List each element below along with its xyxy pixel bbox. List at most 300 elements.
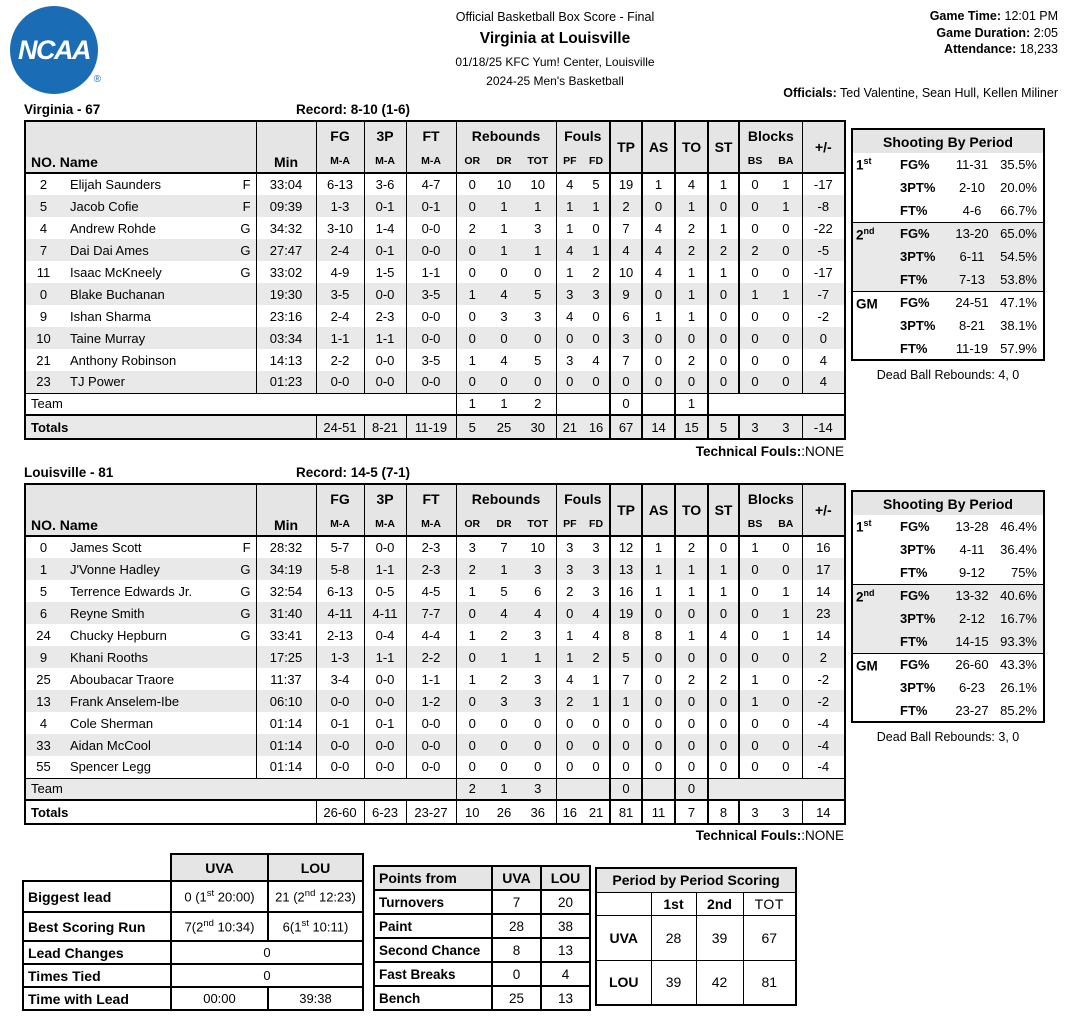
player-position: F	[242, 540, 251, 555]
stat-as: 8	[642, 624, 675, 646]
stat-dr: 2	[500, 627, 508, 643]
period-label	[852, 676, 900, 699]
period-lou-2nd: 42	[696, 960, 743, 1005]
totals-ba: 3	[770, 800, 802, 824]
player-row	[25, 734, 845, 756]
stat-fg: 3-10	[316, 217, 364, 239]
period-scoring-subheader	[596, 892, 796, 915]
stat-bs: 1	[739, 283, 770, 305]
stat-fg: 1-3	[316, 195, 364, 217]
points-from-lou-value: 20	[541, 890, 590, 914]
stat-pf: 4	[556, 305, 583, 327]
totals-ft: 23-27	[406, 800, 456, 824]
col-ba: BA	[770, 512, 802, 536]
player-name-cell	[61, 261, 256, 283]
stat-or: 0	[456, 690, 488, 712]
stat-pf: 1	[556, 217, 583, 239]
stat-pf: 4	[556, 173, 583, 195]
stat-bs: 0	[739, 371, 770, 393]
stat-st: 1	[708, 261, 739, 283]
col-as: AS	[642, 121, 675, 173]
period-label	[852, 515, 900, 538]
stat-fg: 2-13	[316, 624, 364, 646]
stat-bs: 0	[739, 173, 770, 195]
stat-as: 1	[642, 580, 675, 602]
text-seg: 0 (1	[184, 889, 207, 905]
col-rebounds: Rebounds	[456, 121, 556, 149]
col-blocks: Blocks	[739, 484, 802, 512]
stat-plus-minus: 16	[802, 536, 845, 558]
player-row	[25, 668, 845, 690]
player-name: Jacob Cofie	[70, 198, 139, 214]
stat-ba: 0	[770, 646, 802, 668]
player-number: 33	[25, 734, 61, 756]
stat-or: 0	[456, 305, 488, 327]
stat-to: 1	[675, 261, 708, 283]
player-name: Reyne Smith	[70, 605, 145, 621]
louisville-table-foot	[25, 778, 845, 824]
stat-ba: 1	[770, 283, 802, 305]
stat-or: 1	[456, 624, 488, 646]
stat-tot: 3	[534, 671, 542, 687]
virginia-table-foot	[25, 393, 845, 439]
stat-dr: 1	[500, 220, 508, 236]
stat-min: 01:14	[256, 712, 316, 734]
stat-as: 0	[642, 668, 675, 690]
louisville-dead-ball-rebounds: Dead Ball Rebounds: 3, 0	[876, 730, 1020, 744]
stat-pf: 1	[556, 261, 583, 283]
stat-min: 17:25	[256, 646, 316, 668]
period-label	[852, 314, 900, 337]
team-to: 1	[675, 393, 708, 415]
stat-fd: 0	[583, 327, 610, 349]
stat-to: 1	[675, 624, 708, 646]
stat-3p: 0-5	[364, 580, 406, 602]
period-label	[852, 199, 900, 222]
stat-ba: 1	[770, 602, 802, 624]
shooting-row	[852, 515, 1044, 538]
lead-changes-label: Lead Changes	[23, 941, 171, 964]
stat-3p: 0-0	[364, 283, 406, 305]
virginia-player-rows	[25, 173, 845, 393]
stat-plus-minus: 14	[802, 624, 845, 646]
stat-3p: 1-5	[364, 261, 406, 283]
stat-bs: 0	[739, 602, 770, 624]
stat-min: 09:39	[256, 195, 316, 217]
totals-as: 11	[642, 800, 675, 824]
points-from-col-lou: LOU	[541, 866, 590, 890]
virginia-shooting-panel	[851, 128, 1045, 382]
col-bs: BS	[739, 149, 770, 173]
points-from-row-label: Second Chance	[374, 938, 492, 962]
player-name-cell	[61, 690, 256, 712]
stat-3p: 0-0	[364, 536, 406, 558]
stat-ba: 0	[782, 264, 790, 280]
shooting-made-att: 26-60	[948, 653, 996, 676]
col-3p: 3P	[364, 484, 406, 512]
team-as-blank	[642, 393, 675, 415]
shooting-pct: 93.3%	[996, 630, 1044, 653]
col-fd: FD	[583, 149, 610, 173]
stat-fg: 0-0	[316, 371, 364, 393]
stat-as: 0	[642, 646, 675, 668]
points-from-lou-value: 13	[541, 938, 590, 962]
stat-ft: 2-3	[406, 558, 456, 580]
stat-st: 1	[708, 580, 739, 602]
shooting-made-att: 4-11	[959, 542, 985, 557]
player-row	[25, 536, 845, 558]
stat-as: 4	[642, 239, 675, 261]
player-row	[25, 558, 845, 580]
points-from-row	[374, 890, 590, 914]
stat-ba: 0	[782, 759, 790, 775]
stat-tot: 0	[534, 715, 542, 731]
shooting-row	[852, 291, 1044, 314]
stat-3p: 0-0	[364, 371, 406, 393]
shooting-stat-label: FT%	[900, 202, 928, 218]
totals-label: Totals	[25, 800, 316, 824]
stat-bs: 1	[739, 690, 770, 712]
stat-tot: 3	[534, 308, 542, 324]
stat-dr: 1	[488, 646, 520, 668]
stat-tot: 3	[534, 220, 542, 236]
stat-tp: 9	[610, 283, 642, 305]
stat-fg: 1-3	[316, 646, 364, 668]
player-name-cell	[61, 283, 256, 305]
time-with-lead-row	[23, 987, 363, 1010]
points-from-rows	[374, 890, 590, 1010]
stat-st: 0	[708, 283, 739, 305]
player-number: 13	[25, 690, 61, 712]
stat-as: 0	[642, 371, 675, 393]
louisville-player-rows	[25, 536, 845, 778]
totals-st: 5	[708, 415, 739, 439]
shooting-stat-label: FG%	[900, 653, 948, 676]
stat-pf: 0	[556, 602, 583, 624]
period-scoring-corner	[596, 892, 651, 915]
player-number: 24	[36, 627, 51, 643]
stat-3p: 0-1	[364, 239, 406, 261]
virginia-shooting-rows	[852, 153, 1044, 360]
stat-plus-minus: 4	[802, 371, 845, 393]
stat-dr: 2	[500, 671, 508, 687]
technical-fouls-value: :NONE	[801, 828, 844, 843]
player-name-cell	[61, 580, 256, 602]
stat-st: 0	[708, 327, 739, 349]
stat-ba: 0	[782, 352, 790, 368]
period-label	[852, 653, 900, 676]
player-row	[25, 327, 845, 349]
stat-dr: 4	[488, 283, 520, 305]
stat-as: 4	[642, 217, 675, 239]
team-fouls-blank	[556, 778, 610, 800]
shooting-stat-label: FT%	[900, 702, 928, 718]
stat-plus-minus: 14	[802, 580, 845, 602]
player-number: 21	[36, 352, 51, 368]
shooting-row	[852, 314, 1044, 337]
col-rebounds: Rebounds	[456, 484, 556, 512]
stat-fd: 1	[583, 690, 610, 712]
stat-as: 0	[642, 734, 675, 756]
totals-bs: 3	[739, 415, 770, 439]
stat-or: 2	[456, 217, 488, 239]
shooting-made-att: 8-21	[958, 318, 986, 333]
player-name-cell	[61, 349, 256, 371]
team-rest-blank	[708, 778, 845, 800]
stat-tot: 5	[534, 352, 542, 368]
stat-tot: 10	[530, 540, 546, 555]
shooting-pct: 38.1%	[1000, 318, 1037, 333]
player-row	[25, 283, 845, 305]
col-to: TO	[675, 484, 708, 536]
player-name-cell	[61, 734, 256, 756]
stat-ft: 3-5	[406, 349, 456, 371]
player-name: Elijah Saunders	[70, 177, 162, 192]
col-plus-minus: +/-	[802, 484, 845, 536]
virginia-shooting-table	[851, 128, 1045, 361]
stat-pf: 3	[556, 349, 583, 371]
stat-or: 0	[456, 173, 488, 195]
stat-to: 4	[675, 173, 708, 195]
stat-ft: 0-0	[406, 371, 456, 393]
stat-tot: 3	[520, 690, 556, 712]
stat-plus-minus: -2	[802, 305, 845, 327]
stat-ft: 7-7	[406, 602, 456, 624]
stat-fd: 3	[583, 558, 610, 580]
stat-3p: 4-11	[364, 602, 406, 624]
text-seg: 6(1	[282, 919, 302, 935]
louisville-team-line	[24, 465, 844, 481]
stat-tp: 8	[610, 624, 642, 646]
stat-tp: 0	[610, 756, 642, 778]
stat-ba: 0	[782, 308, 790, 324]
ordinal-seg: nd	[203, 918, 214, 930]
shooting-row	[852, 268, 1044, 291]
stat-fg: 1-1	[316, 327, 364, 349]
player-row	[25, 349, 845, 371]
period-label	[852, 337, 900, 360]
shooting-made-att: 13-32	[948, 584, 996, 607]
player-number: 11	[36, 264, 51, 280]
stat-3p: 1-1	[364, 327, 406, 349]
stat-dr: 3	[488, 690, 520, 712]
stat-plus-minus: -7	[802, 283, 845, 305]
stat-to: 1	[675, 558, 708, 580]
team-to: 0	[675, 778, 708, 800]
stat-tp: 19	[610, 602, 642, 624]
col-or: OR	[456, 149, 488, 173]
stat-as: 0	[642, 195, 675, 217]
stat-or: 1	[456, 668, 488, 690]
shooting-row	[852, 153, 1044, 176]
stat-tp: 7	[610, 349, 642, 371]
points-from-lou-value: 13	[541, 986, 590, 1010]
stat-min: 33:41	[256, 624, 316, 646]
louisville-section	[24, 465, 844, 825]
points-from-row-label: Turnovers	[374, 890, 492, 914]
player-name: Cole Sherman	[70, 715, 154, 731]
player-name-cell	[61, 668, 256, 690]
stat-min: 14:13	[256, 349, 316, 371]
player-number: 9	[39, 308, 48, 324]
stat-ft: 0-0	[406, 327, 456, 349]
stat-tot: 0	[520, 371, 556, 393]
points-from-row	[374, 962, 590, 986]
stat-to: 0	[675, 646, 708, 668]
stat-fd: 0	[592, 220, 600, 236]
player-row	[25, 239, 845, 261]
stat-st: 1	[708, 558, 739, 580]
player-number: 4	[39, 220, 48, 236]
stat-st: 0	[708, 195, 739, 217]
report-title: Official Basketball Box Score - Final	[455, 10, 655, 24]
shooting-pct: 43.3%	[996, 653, 1044, 676]
stat-plus-minus: -22	[802, 217, 845, 239]
player-name: Anthony Robinson	[70, 352, 177, 368]
stat-dr: 0	[500, 759, 508, 775]
stat-to: 0	[675, 327, 708, 349]
times-tied-value: 0	[171, 964, 363, 987]
player-name-cell	[61, 327, 256, 349]
period-label	[852, 584, 900, 607]
biggest-lead-uva	[171, 881, 268, 912]
period-col-2nd: 2nd	[696, 892, 743, 915]
stat-bs: 0	[739, 756, 770, 778]
stat-or: 0	[456, 646, 488, 668]
stat-fg: 3-5	[316, 283, 364, 305]
player-position: G	[240, 627, 251, 643]
virginia-technical-fouls	[24, 444, 844, 459]
team-tp: 0	[610, 778, 642, 800]
stat-to: 0	[675, 712, 708, 734]
totals-plus-minus: 14	[802, 800, 845, 824]
leads-corner-blank	[23, 854, 171, 881]
totals-plus-minus: -14	[802, 415, 845, 439]
stat-bs: 0	[739, 646, 770, 668]
stat-fg: 0-0	[316, 690, 364, 712]
stat-dr: 0	[500, 715, 508, 731]
louisville-table-header	[25, 484, 845, 536]
stat-pf: 2	[556, 690, 583, 712]
points-from-uva-value: 7	[492, 890, 541, 914]
stat-fd: 1	[592, 671, 600, 687]
player-name-cell	[61, 646, 256, 668]
period-ordinal: st	[863, 518, 872, 529]
player-row	[25, 712, 845, 734]
totals-dr: 25	[488, 415, 520, 439]
stat-3p: 0-0	[364, 756, 406, 778]
col-blocks: Blocks	[739, 121, 802, 149]
attendance	[930, 41, 1058, 58]
player-row	[25, 261, 845, 283]
venue-line: 01/18/25 KFC Yum! Center, Louisville	[455, 55, 655, 69]
shooting-stat-label: FG%	[900, 157, 930, 172]
period-label	[852, 291, 900, 314]
shooting-row	[852, 199, 1044, 222]
player-name: Taine Murray	[70, 330, 146, 346]
shooting-pct: 65.0%	[996, 222, 1044, 245]
stat-fd: 5	[592, 177, 600, 192]
stat-dr: 4	[488, 602, 520, 624]
stat-bs: 0	[739, 261, 770, 283]
shooting-stat-label: FG%	[900, 584, 948, 607]
stat-fd: 3	[592, 540, 600, 555]
stat-3p: 0-1	[364, 195, 406, 217]
player-name-cell	[61, 195, 256, 217]
team-row-label: Team	[25, 393, 456, 415]
stat-plus-minus: -4	[802, 712, 845, 734]
stat-plus-minus: 23	[802, 602, 845, 624]
stat-ft: 1-2	[406, 690, 456, 712]
totals-ba: 3	[770, 415, 802, 439]
game-time	[930, 8, 1058, 25]
team-tp: 0	[610, 393, 642, 415]
text-seg: 10:11)	[308, 919, 349, 935]
stat-pf: 3	[556, 283, 583, 305]
totals-or: 5	[456, 415, 488, 439]
period-uva-label: UVA	[596, 915, 651, 960]
stat-or: 2	[456, 558, 488, 580]
period-lou-1st: 39	[651, 960, 696, 1005]
period-label	[852, 699, 900, 722]
totals-to: 15	[675, 415, 708, 439]
stat-as: 4	[642, 261, 675, 283]
time-with-lead-label: Time with Lead	[23, 987, 171, 1010]
col-fg: FG	[316, 484, 364, 512]
stat-tp: 6	[610, 305, 642, 327]
stat-tp: 13	[610, 558, 642, 580]
shooting-pct: 40.6%	[996, 584, 1044, 607]
stat-tp: 19	[610, 173, 642, 195]
points-from-uva-value: 0	[492, 962, 541, 986]
shooting-pct: 46.4%	[1000, 519, 1037, 534]
louisville-shooting-panel	[851, 490, 1045, 744]
period-scoring-title-row	[596, 868, 796, 892]
virginia-section	[24, 102, 844, 440]
totals-as: 14	[642, 415, 675, 439]
stat-min: 34:19	[256, 558, 316, 580]
best-run-uva	[171, 912, 268, 941]
stat-dr: 7	[500, 540, 508, 555]
player-row	[25, 371, 845, 393]
stat-bs: 0	[739, 327, 770, 349]
stat-ft: 1-1	[406, 668, 456, 690]
stat-tot: 6	[534, 583, 542, 599]
stat-ft: 4-7	[406, 173, 456, 195]
stat-dr: 1	[488, 239, 520, 261]
totals-to: 7	[675, 800, 708, 824]
stat-st: 0	[708, 305, 739, 327]
player-number: 55	[36, 759, 51, 775]
points-from-uva-value: 8	[492, 938, 541, 962]
shooting-stat-label: FG%	[900, 519, 930, 534]
stat-plus-minus: -2	[802, 690, 845, 712]
player-name-cell	[61, 173, 256, 195]
stat-or: 0	[456, 756, 488, 778]
stat-fg: 3-4	[316, 668, 364, 690]
header-center	[40, 10, 1070, 88]
stat-to: 2	[675, 668, 708, 690]
stat-dr: 4	[500, 352, 508, 368]
col-as: AS	[642, 484, 675, 536]
stat-bs: 0	[739, 624, 770, 646]
stat-or: 0	[456, 712, 488, 734]
shooting-stat-label: 3PT%	[900, 318, 936, 333]
louisville-box-score-table	[24, 483, 846, 825]
stat-dr: 5	[500, 583, 508, 599]
stat-tp: 1	[610, 690, 642, 712]
col-no-name: NO. Name	[25, 121, 256, 173]
